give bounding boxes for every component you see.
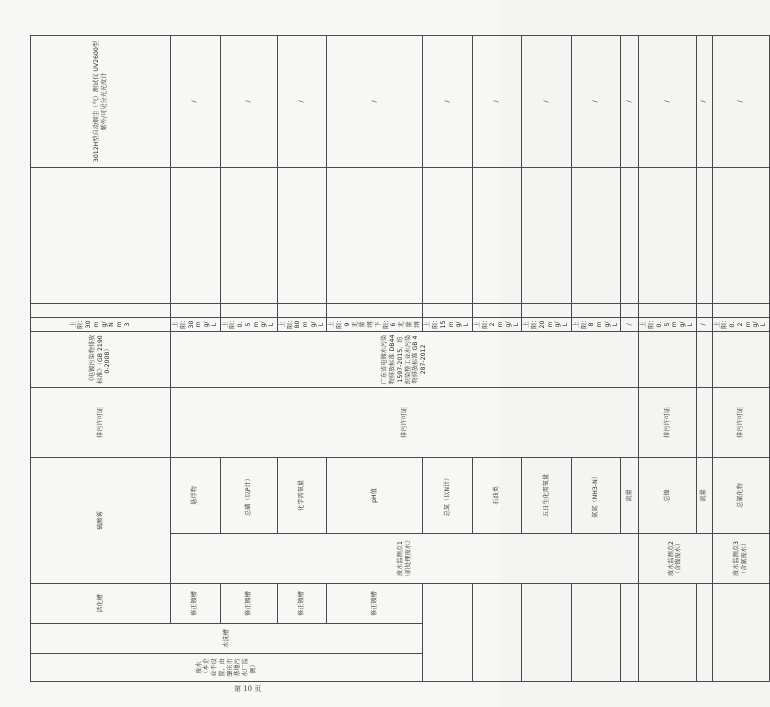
slash-cell bbox=[423, 36, 473, 168]
limit-text: 上限：30mg/L bbox=[172, 316, 218, 329]
permit-text: 排污许可证 bbox=[400, 407, 408, 438]
pollutant-cell bbox=[277, 458, 327, 534]
pollutant-text: 化学需氧量 bbox=[298, 480, 306, 511]
pollutant-group-cell bbox=[31, 458, 171, 584]
limit-cell bbox=[171, 318, 221, 332]
monitor-point-cell bbox=[712, 534, 769, 584]
permit-cell bbox=[639, 388, 696, 458]
item-cell bbox=[31, 584, 171, 624]
pollutant-cell bbox=[220, 458, 277, 534]
item-text: 修正镀槽 bbox=[370, 591, 378, 616]
limit-text: 上限：15mg/L bbox=[424, 316, 470, 329]
limit-text: 上限：80mg/L bbox=[278, 316, 325, 329]
category-text: 废水（本企业不设置，由肇庆市基地污水厂监测） bbox=[195, 658, 257, 677]
standard-text: 广东省电镀水污染物排放标准 DB441597-2015，纺织染整工业水污染物排放标准 GB 4287-2012 bbox=[381, 334, 428, 385]
slash-text: / bbox=[592, 100, 600, 103]
pollutant-text: 流量 bbox=[625, 489, 633, 502]
slash-text: / bbox=[443, 100, 451, 103]
pollutant-text: pH值 bbox=[370, 488, 378, 503]
rotated-table-container bbox=[30, 36, 767, 682]
slash-text: / bbox=[663, 100, 671, 103]
process-text: 水洗槽 bbox=[222, 629, 230, 648]
limit-cell bbox=[639, 318, 696, 332]
limit-cell bbox=[277, 318, 327, 332]
category-cell bbox=[31, 654, 423, 682]
pollutant-text: 五日生化需氧量 bbox=[542, 473, 550, 518]
pollutant-cell bbox=[423, 458, 473, 534]
slash-text: / bbox=[625, 100, 633, 103]
limit-text: 上限：0.5mg/L bbox=[640, 316, 694, 329]
slash-cell bbox=[696, 36, 712, 168]
limit-text: 上限：9无量纲 下限：6无量纲 bbox=[328, 316, 421, 329]
item-text: 修正镀槽 bbox=[191, 591, 199, 616]
instrument-text: 3012H型自动烟尘（气）测试仪 UV2600型紫外/可见分光光度计 bbox=[92, 40, 108, 163]
permit-cell bbox=[712, 388, 769, 458]
limit-cell bbox=[220, 318, 277, 332]
limit-cell bbox=[423, 318, 473, 332]
process-cell bbox=[31, 624, 423, 654]
limit-cell bbox=[712, 318, 769, 332]
monitor-point-cell bbox=[639, 534, 712, 584]
permit-cell bbox=[31, 388, 171, 458]
monitor-point-text: 废水监测点3（含氰废水） bbox=[732, 539, 748, 578]
standard-cell bbox=[171, 332, 639, 388]
monitor-point-text: 废水监测点1（前处理废水） bbox=[396, 536, 412, 581]
pollutant-cell bbox=[472, 458, 522, 534]
slash-cell bbox=[171, 36, 221, 168]
limit-text: / bbox=[700, 323, 708, 326]
monitor-point-text: 废水监测点2（含镍废水） bbox=[667, 539, 683, 578]
permit-text: 排污许可证 bbox=[96, 407, 104, 438]
pollutant-cell bbox=[621, 458, 639, 534]
limit-cell bbox=[472, 318, 522, 332]
permit-text: 排污许可证 bbox=[663, 407, 671, 438]
item-text: 活化槽 bbox=[96, 594, 104, 613]
pollutant-cell bbox=[696, 458, 712, 534]
slash-text: / bbox=[191, 100, 199, 103]
limit-text: 上限：20mg/L bbox=[523, 316, 569, 329]
permit-cell bbox=[171, 388, 639, 458]
slash-text: / bbox=[298, 100, 306, 103]
slash-cell bbox=[327, 36, 423, 168]
limit-cell bbox=[522, 318, 572, 332]
limit-text: 上限：0.5mg/L bbox=[221, 316, 275, 329]
pollutant-text: 氨氮（NH3-N） bbox=[592, 473, 600, 518]
slash-text: / bbox=[244, 100, 252, 103]
monitor-point-cell bbox=[171, 534, 639, 584]
slash-cell bbox=[621, 36, 639, 168]
slash-cell bbox=[472, 36, 522, 168]
pollutant-text: 总氰化物 bbox=[736, 483, 744, 508]
pollutant-cell bbox=[712, 458, 769, 534]
pollutant-cell bbox=[639, 458, 696, 534]
limit-text: 上限：0.2mg/L bbox=[713, 316, 767, 329]
pollutant-text: 总氮（以N计） bbox=[443, 474, 451, 517]
limit-cell bbox=[327, 318, 423, 332]
pollutant-cell bbox=[522, 458, 572, 534]
limit-text: 上限：8mg/L bbox=[572, 316, 619, 329]
limit-cell bbox=[621, 318, 639, 332]
permit-text: 排污许可证 bbox=[736, 407, 744, 438]
slash-cell bbox=[522, 36, 572, 168]
limit-cell bbox=[696, 318, 712, 332]
limit-cell bbox=[571, 318, 621, 332]
item-cell bbox=[220, 584, 277, 624]
item-text: 修正镀槽 bbox=[298, 591, 306, 616]
limit-text: / bbox=[625, 323, 633, 326]
slash-text: / bbox=[542, 100, 550, 103]
slash-cell bbox=[277, 36, 327, 168]
pollutant-text: 石油类 bbox=[493, 486, 501, 505]
pollutant-group-text: 硫酸雾 bbox=[96, 511, 104, 530]
item-text: 修正镀槽 bbox=[244, 591, 252, 616]
item-cell bbox=[327, 584, 423, 624]
slash-text: / bbox=[700, 100, 708, 103]
item-cell bbox=[277, 584, 327, 624]
pollutant-cell bbox=[171, 458, 221, 534]
limit-text: 上限：2mg/L bbox=[473, 316, 520, 329]
slash-text: / bbox=[736, 100, 744, 103]
slash-cell bbox=[220, 36, 277, 168]
standard-text: 《电镀污染物排放标准》（GB 21900-2008） bbox=[88, 334, 112, 385]
pollutant-text: 总磷（以P计） bbox=[244, 475, 252, 516]
monitoring-table bbox=[30, 35, 770, 682]
limit-text: 上限：30mg/Nm3 bbox=[69, 316, 131, 329]
instrument-cell bbox=[31, 36, 171, 168]
slash-cell bbox=[571, 36, 621, 168]
page-number: 第 10 页 bbox=[234, 685, 262, 693]
slash-cell bbox=[712, 36, 769, 168]
pollutant-cell bbox=[327, 458, 423, 534]
pollutant-text: 总镍 bbox=[663, 489, 671, 502]
slash-text: / bbox=[493, 100, 501, 103]
pollutant-text: 流量 bbox=[700, 489, 708, 502]
pollutant-text: 悬浮物 bbox=[191, 486, 199, 505]
limit-cell bbox=[31, 318, 171, 332]
slash-text: / bbox=[370, 100, 378, 103]
pollutant-cell bbox=[571, 458, 621, 534]
slash-cell bbox=[639, 36, 696, 168]
item-cell bbox=[171, 584, 221, 624]
standard-cell bbox=[31, 332, 171, 388]
